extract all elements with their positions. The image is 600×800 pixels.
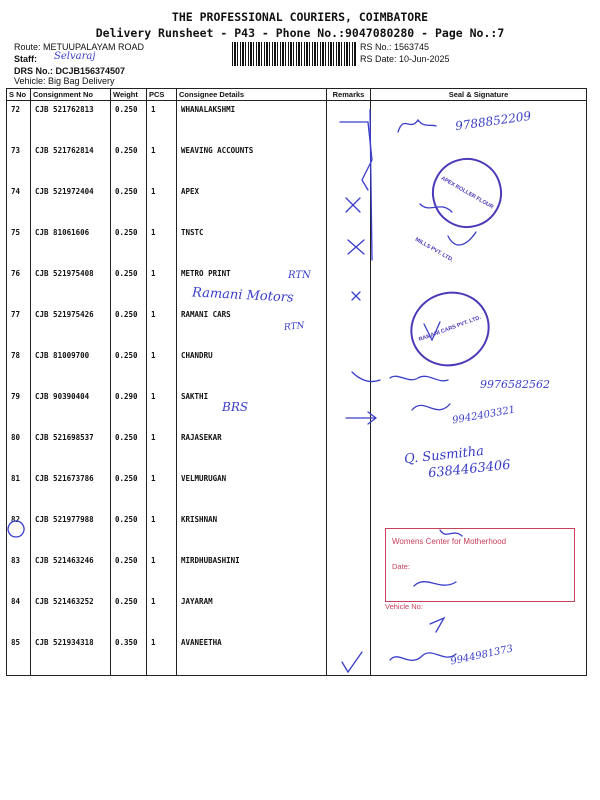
- phone-handwritten-78: 9976582562: [480, 378, 550, 391]
- sig-85: [390, 653, 456, 660]
- ramani-motors-handwritten: Ramani Motors: [191, 285, 294, 306]
- row-consignment: CJB 521934318: [31, 634, 111, 676]
- remarks-bracket-72-73: [340, 122, 372, 190]
- row-pcs: 1: [147, 347, 177, 388]
- sig-75: [448, 232, 476, 245]
- row-consignee: MIRDHUBASHINI: [177, 552, 327, 593]
- sig-74: [420, 204, 452, 212]
- row-weight: 0.250: [111, 511, 147, 552]
- row-weight: 0.250: [111, 470, 147, 511]
- vehicle-label: Vehicle: Big Bag Delivery: [14, 76, 115, 86]
- rs-date: RS Date: 10-Jun-2025: [360, 54, 450, 64]
- sig-77: [424, 322, 440, 340]
- row-consignment: CJB 521972404: [31, 183, 111, 224]
- staff-signature: Selvaraj: [54, 51, 96, 62]
- drs-number: DRS No.: DCJB156374507: [14, 66, 126, 76]
- row-sno: 85: [7, 634, 31, 676]
- arrow-79: [346, 412, 376, 424]
- row-pcs: 1: [147, 552, 177, 593]
- row-consignee: APEX: [177, 183, 327, 224]
- row-weight: 0.250: [111, 265, 147, 306]
- row-pcs: 1: [147, 470, 177, 511]
- row-sno: 78: [7, 347, 31, 388]
- phone-handwritten-81: 6384463406: [427, 457, 512, 482]
- row-weight: 0.250: [111, 101, 147, 143]
- arrow-78: [352, 372, 380, 382]
- cross-75: [348, 240, 364, 254]
- row-sno: 79: [7, 388, 31, 429]
- row-pcs: 1: [147, 511, 177, 552]
- row-weight: 0.250: [111, 347, 147, 388]
- row-sno: 83: [7, 552, 31, 593]
- row-sno: 73: [7, 142, 31, 183]
- rtn-handwritten-77: RTN: [283, 320, 305, 334]
- row-pcs: 1: [147, 183, 177, 224]
- row-consignee: AVANEETHA: [177, 634, 327, 676]
- womens-center-name: Womens Center for Motherhood: [392, 537, 507, 546]
- row-pcs: 1: [147, 265, 177, 306]
- page-title: THE PROFESSIONAL COURIERS, COIMBATORE: [171, 10, 429, 24]
- row-consignee: KRISHNAN: [177, 511, 327, 552]
- sig-72: [398, 120, 436, 132]
- row-consignment: CJB 521762813: [31, 101, 111, 143]
- row-pcs: 1: [147, 306, 177, 347]
- row-weight: 0.250: [111, 142, 147, 183]
- vehicle-stamp-label: Vehicle No:: [385, 602, 423, 611]
- row-consignee: METRO PRINT: [177, 265, 327, 306]
- row-sno: 82: [7, 511, 31, 552]
- row-sno: 75: [7, 224, 31, 265]
- row-sno: 80: [7, 429, 31, 470]
- row-consignee: CHANDRU: [177, 347, 327, 388]
- row-weight: 0.250: [111, 552, 147, 593]
- row-sno: 77: [7, 306, 31, 347]
- row-consignee: JAYARAM: [177, 593, 327, 634]
- row-sno: 81: [7, 470, 31, 511]
- circle-82: [8, 521, 24, 537]
- row-sno: 72: [7, 101, 31, 143]
- route-label: Route: METUUPALAYAM ROAD: [14, 42, 145, 52]
- row-consignee: TNSTC: [177, 224, 327, 265]
- col-remarks: Remarks: [327, 89, 371, 101]
- row-weight: 0.350: [111, 634, 147, 676]
- row-weight: 0.250: [111, 429, 147, 470]
- row-weight: 0.250: [111, 224, 147, 265]
- cross-76: [352, 292, 360, 300]
- remarks-line-72-75: [370, 110, 372, 260]
- row-pcs: 1: [147, 388, 177, 429]
- row-consignee: VELMURUGAN: [177, 470, 327, 511]
- row-consignee: RAJASEKAR: [177, 429, 327, 470]
- sig-82: [440, 530, 462, 536]
- row-weight: 0.250: [111, 593, 147, 634]
- check-85: [342, 652, 362, 672]
- row-weight: 0.250: [111, 183, 147, 224]
- sig-83: [414, 582, 456, 586]
- row-weight: 0.290: [111, 388, 147, 429]
- sig-78: [390, 376, 448, 381]
- row-pcs: 1: [147, 142, 177, 183]
- apex-stamp: APEX ROLLER FLOUR MILLS PVT. LTD.: [419, 145, 515, 241]
- row-consignment: CJB 521673786: [31, 470, 111, 511]
- phone-handwritten-79: 9942403321: [451, 404, 517, 427]
- signature-81: Q. Susmitha: [403, 443, 485, 468]
- row-sno: 84: [7, 593, 31, 634]
- col-pcs: PCS: [147, 89, 177, 101]
- row-consignee: RAMANI CARS: [177, 306, 327, 347]
- row-consignment: CJB 521975426: [31, 306, 111, 347]
- row-pcs: 1: [147, 429, 177, 470]
- phone-handwritten-72: 9788852209: [454, 108, 532, 134]
- page-subtitle: Delivery Runsheet - P43 - Phone No.:9047080280 - Page No.:7: [95, 26, 505, 40]
- row-pcs: 1: [147, 593, 177, 634]
- row-consignment: CJB 521977988: [31, 511, 111, 552]
- col-consignee: Consignee Details: [177, 89, 327, 101]
- ramani-stamp: RAMANI CARS PVT. LTD.: [400, 281, 500, 378]
- col-consignment: Consignment No: [31, 89, 111, 101]
- row-consignment: CJB 521698537: [31, 429, 111, 470]
- row-consignment: CJB 90390404: [31, 388, 111, 429]
- row-consignment: CJB 81061606: [31, 224, 111, 265]
- sig-84: [430, 618, 444, 632]
- row-weight: 0.250: [111, 306, 147, 347]
- cross-74: [346, 198, 360, 212]
- phone-handwritten-85: 9944981373: [449, 643, 515, 668]
- row-consignee: WEAVING ACCOUNTS: [177, 142, 327, 183]
- brs-handwritten-79: BRS: [222, 400, 249, 414]
- col-weight: Weight: [111, 89, 147, 101]
- row-sno: 74: [7, 183, 31, 224]
- row-pcs: 1: [147, 101, 177, 143]
- staff-label: Staff:: [14, 54, 37, 64]
- row-consignment: CJB 81009700: [31, 347, 111, 388]
- row-consignment: CJB 521975408: [31, 265, 111, 306]
- row-consignment: CJB 521762814: [31, 142, 111, 183]
- row-pcs: 1: [147, 634, 177, 676]
- row-pcs: 1: [147, 224, 177, 265]
- col-seal: Seal & Signature: [371, 89, 587, 101]
- sig-80: [412, 404, 450, 410]
- row-consignee: WHANALAKSHMI: [177, 101, 327, 143]
- col-sno: S No: [7, 89, 31, 101]
- stamp-date-label: Date:: [392, 562, 410, 571]
- row-consignment: CJB 521463252: [31, 593, 111, 634]
- rtn-handwritten-76: RTN: [288, 270, 311, 281]
- rs-number: RS No.: 1563745: [360, 42, 430, 52]
- row-consignment: CJB 521463246: [31, 552, 111, 593]
- row-consignee: SAKTHI: [177, 388, 327, 429]
- row-sno: 76: [7, 265, 31, 306]
